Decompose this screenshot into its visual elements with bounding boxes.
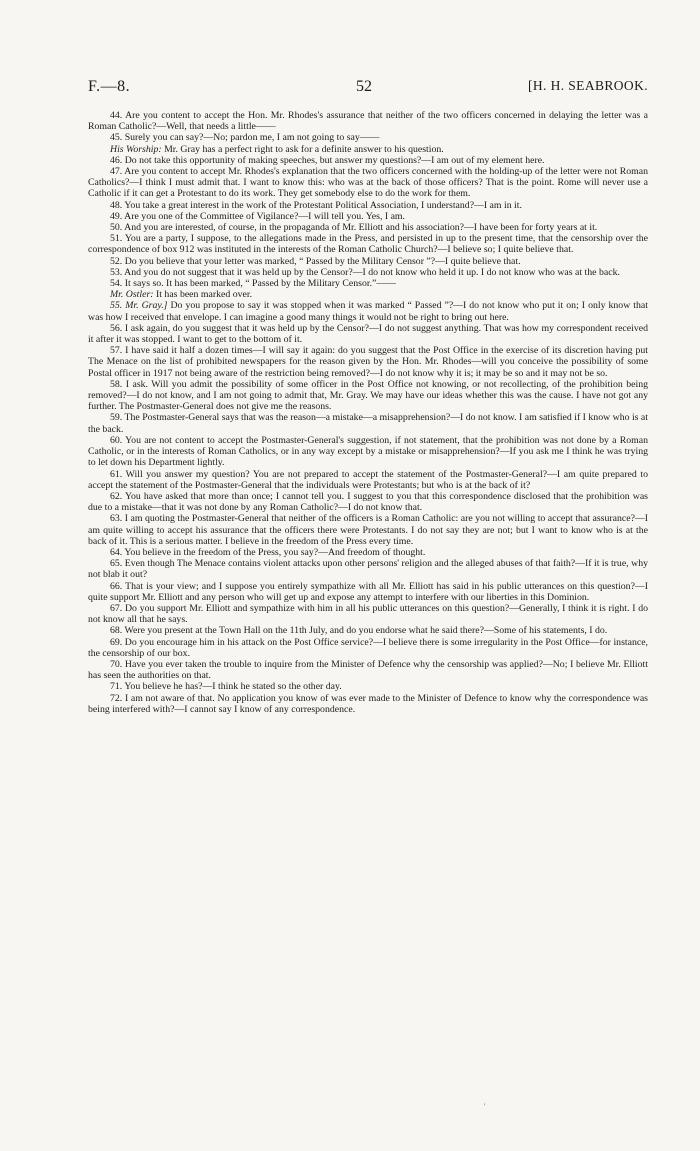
testimony-paragraph — [88, 412, 648, 434]
testimony-paragraph — [88, 547, 648, 558]
paragraph-text: 47. Are you content to accept Mr. Rhodes's explanation that the two officers concerned with the holding-up of the letter were not Roman Catholics?—I think I must admit that. I want to know this: who was at the back of those officers? That is the point. Rome will never use a Catholic if it can get a Protestant to do its work. They get somebody else to do the work for them. — [88, 166, 648, 200]
speaker-label: 55. Mr. Gray.] — [110, 300, 168, 312]
testimony-paragraph — [88, 222, 648, 233]
testimony-paragraph — [88, 379, 648, 413]
testimony-paragraph — [88, 693, 648, 715]
paragraph-text: 68. Were you present at the Town Hall on the 11th July, and do you endorse what he said there?—Some of his statements, I do. — [110, 625, 608, 637]
paragraph-text: 53. And you do not suggest that it was held up by the Censor?—I do not know who held it up. I do not know who was at the back. — [110, 266, 620, 278]
testimony-paragraph — [88, 132, 648, 143]
testimony-paragraph — [88, 256, 648, 267]
page-header — [88, 78, 648, 108]
paragraph-text: 62. You have asked that more than once; I cannot tell you. I suggest to you that this correspondence disclosed that the prohibition was due to a mistake—that it was not done by any Roman Catholic?—I do not know that. — [88, 490, 648, 514]
paragraph-text: 57. I have said it half a dozen times—I will say it again: do you suggest that the Post Office in the exercise of its discretion having put The Menace on the list of prohibited newspapers for the reason given by the Hon. Mr. Rhodes—will you conceive the possibility of some Postal officer in 1917 not being aware of the restriction being removed?—I do not know why it is; it may be so and it may not be so. — [88, 345, 648, 379]
paragraph-text: 50. And you are interested, of course, in the propaganda of Mr. Elliott and his association?—I have been for forty years at it. — [110, 222, 598, 234]
document-reference: F.—8. — [88, 78, 131, 95]
testimony-paragraph — [88, 211, 648, 222]
paragraph-text: 64. You believe in the freedom of the Press, you say?—And freedom of thought. — [110, 546, 426, 558]
paragraph-text: 69. Do you encourage him in his attack on the Post Office service?—I believe there is some irregularity in the Post Office—for instance, the censorship of our box. — [88, 636, 648, 659]
paragraph-text: 58. I ask. Will you admit the possibility of some officer in the Post Office not knowing, or not recollecting, of the prohibition being removed?—I do not know, and I am not going to admit that, Mr. Gray. We may have our ideas whether this was the cause. I have not got any further. The Postmaster-General does not give me the reasons. — [88, 378, 648, 413]
testimony-paragraph — [88, 233, 648, 255]
paragraph-text: 60. You are not content to accept the Postmaster-General's suggestion, if not statement, that the prohibition was not done by a Roman Catholic, or in the interests of Roman Catholics, or in any way except by a mistake or misapprehension?—If you ask me I think he was trying to let down his Department lightly. — [88, 434, 648, 469]
testimony-paragraph — [88, 144, 648, 155]
testimony-paragraph — [88, 345, 648, 379]
testimony-paragraph — [88, 435, 648, 469]
testimony-paragraph — [88, 625, 648, 636]
paragraph-text: 61. Will you answer my question? You are not prepared to accept the statement of the Postmaster-General?—I am quite prepared to accept the statement of the Postmaster-General that the individuals were Protestants; but who is at the back of it? — [88, 468, 648, 491]
paragraph-text: 67. Do you support Mr. Elliott and sympathize with him in all his public utterances on this question?—Generally, I think it is right. I do not know all that he says. — [88, 602, 648, 626]
paragraph-text: 66. That is your view; and I suppose you entirely sympathize with all Mr. Elliott has said in his public utterances on this question?—I quite support Mr. Elliott and any person who will get up and expose any attempt to interfere with our liberties in this Dominion. — [88, 580, 648, 603]
paragraph-text: 71. You believe he has?—I think he stated so the other day. — [110, 681, 342, 693]
page-number: 52 — [356, 78, 372, 95]
paragraph-text: 59. The Postmaster-General says that was the reason—a mistake—a misapprehension?—I do not know. I am satisfied if I know who is at the back. — [88, 412, 648, 435]
testimony-paragraph — [88, 558, 648, 580]
speaker-label: Mr. Ostler: — [110, 289, 154, 301]
testimony-paragraph — [88, 323, 648, 345]
testimony-paragraph — [88, 155, 648, 166]
testimony-text — [88, 110, 648, 715]
paragraph-text: 65. Even though The Menace contains violent attacks upon other persons' religion and the alleged abuses of that faith?—If it is true, why not blab it out? — [88, 558, 648, 581]
testimony-paragraph — [88, 603, 648, 625]
paragraph-text: 63. I am quoting the Postmaster-General that neither of the officers is a Roman Catholic: are you not willing to accept that assurance?—I am quite willing to accept his assurance that the officers there were Protestants. I do not say they are not; but I want to know who is at the back of it. This is a serious matter. I believe in the freedom of the Press every time. — [88, 513, 648, 547]
paragraph-text: 48. You take a great interest in the work of the Protestant Political Association, I understand?—I am in it. — [110, 199, 522, 211]
testimony-paragraph — [88, 300, 648, 322]
testimony-paragraph — [88, 681, 648, 692]
testimony-paragraph — [88, 469, 648, 491]
paragraph-text: 54. It says so. It has been marked, “ Passed by the Military Censor.”—— — [110, 278, 396, 290]
testimony-paragraph — [88, 267, 648, 278]
testimony-paragraph — [88, 110, 648, 132]
paragraph-text: 51. You are a party, I suppose, to the allegations made in the Press, and persisted in up to the present time, that the censorship over the correspondence of box 912 was instituted in the interests of the Roman Catholic Church?—I believe so; I quite believe that. — [88, 233, 648, 256]
paragraph-text: 72. I am not aware of that. No application you know of was ever made to the Minister of Defence to know why the correspondence was being interfered with?—I cannot say I know of any correspondence. — [88, 692, 648, 715]
paragraph-text: 45. Surely you can say?—No; pardon me, I am not going to say—— — [110, 132, 380, 144]
paragraph-text: Do you propose to say it was stopped when it was marked “ Passed ”?—I do not know who put it on; I only know that was how I received that envelope. I can imagine a good many things it would not be right to bring out here. — [88, 300, 648, 323]
testimony-paragraph — [88, 278, 648, 289]
testimony-paragraph — [88, 659, 648, 681]
testimony-paragraph — [88, 166, 648, 200]
paragraph-text: Mr. Gray has a perfect right to ask for a definite answer to his question. — [161, 143, 444, 155]
paragraph-text: 46. Do not take this opportunity of making speeches, but answer my questions?—I am out of my element here. — [110, 154, 545, 166]
paragraph-text: It has been marked over. — [153, 289, 253, 301]
paragraph-text: 44. Are you content to accept the Hon. Mr. Rhodes's assurance that neither of the two officers concerned in delaying the letter was a Roman Catholic?—Well, that needs a little—— — [88, 110, 648, 133]
speaker-label: His Worship: — [110, 143, 162, 155]
paragraph-text: 49. Are you one of the Committee of Vigilance?—I will tell you. Yes, I am. — [110, 210, 405, 222]
printer-mark: ' — [484, 1102, 486, 1111]
testimony-paragraph — [88, 200, 648, 211]
witness-name: [H. H. SEABROOK. — [527, 78, 648, 93]
paragraph-text: 70. Have you ever taken the trouble to inquire from the Minister of Defence why the censorship was applied?—No; I believe Mr. Elliott has seen the authorities on that. — [88, 658, 648, 682]
testimony-paragraph — [88, 581, 648, 603]
testimony-paragraph — [88, 491, 648, 513]
testimony-paragraph — [88, 289, 648, 300]
paragraph-text: 56. I ask again, do you suggest that it was held up by the Censor?—I do not suggest anything. That was how my correspondent received it after it was stopped. I want to get to the bottom of it. — [88, 322, 648, 346]
testimony-paragraph — [88, 637, 648, 659]
paragraph-text: 52. Do you believe that your letter was marked, “ Passed by the Military Censor ”?—I quite believe that. — [110, 255, 521, 267]
testimony-paragraph — [88, 513, 648, 547]
